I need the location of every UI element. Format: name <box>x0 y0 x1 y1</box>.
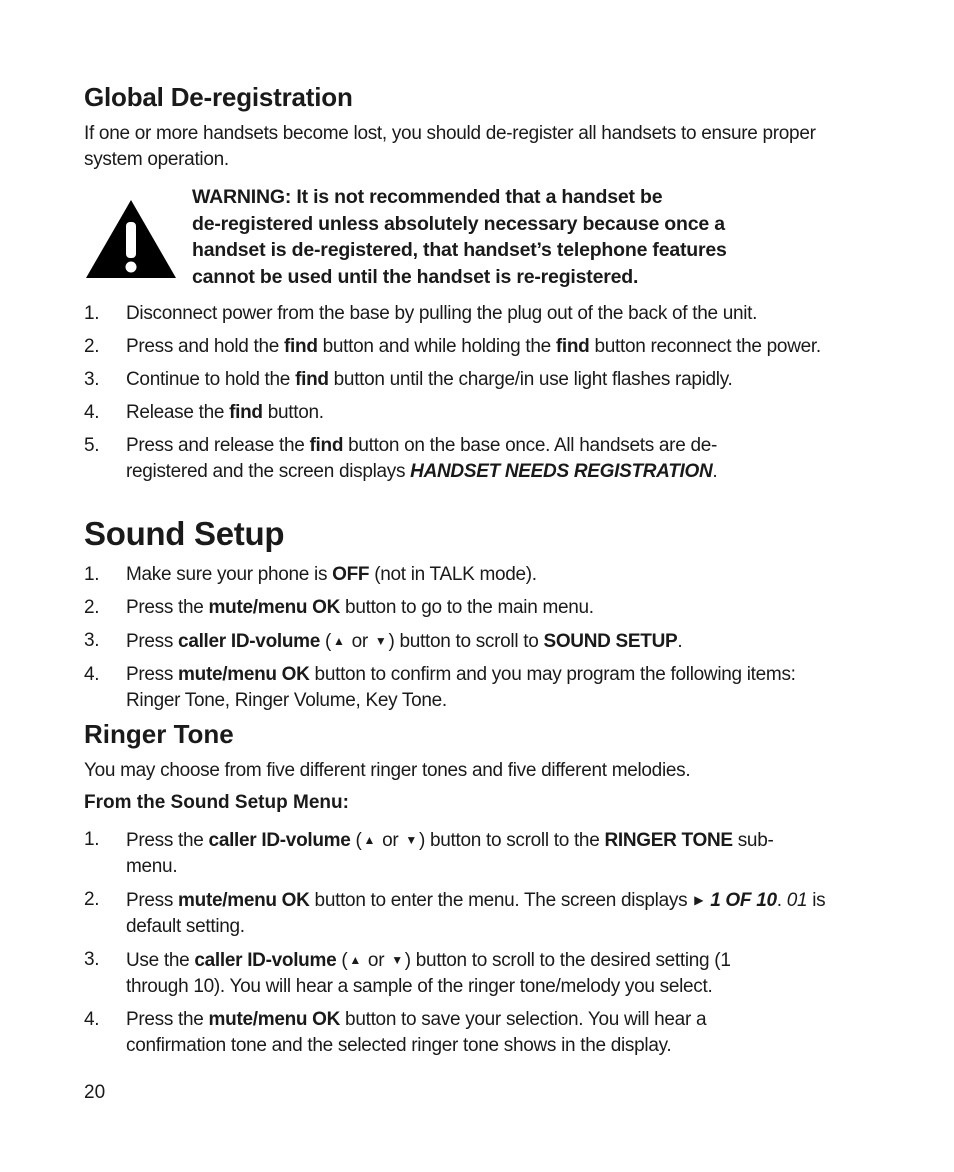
step-text: Press mute/menu OK button to enter the menu. The screen displays ▶ 1 OF 10. 01 is default setting. <box>126 890 826 937</box>
step-text: Disconnect power from the base by pulling the plug out of the back of the unit. <box>126 303 758 324</box>
list-item <box>84 887 834 940</box>
right-arrow-icon: ▶ <box>694 893 704 907</box>
warning-line: WARNING: It is not recommended that a handset be <box>192 186 663 208</box>
down-arrow-icon: ▼ <box>374 634 387 648</box>
step-number: 4. <box>84 664 100 685</box>
global-intro: If one or more handsets become lost, you should de-register all handsets to ensure proper system operation. <box>84 123 816 170</box>
step-text: Make sure your phone is OFF (not in TALK mode). <box>126 564 537 585</box>
step-text: Press the mute/menu OK button to go to the main menu. <box>126 597 594 618</box>
step-text: Use the caller ID-volume ( ▲ or ▼ ) button to scroll to the desired setting (1 through 10). You will hear a sample of the ringer tone/melody you select. <box>126 950 731 997</box>
list-item <box>84 827 834 880</box>
list-item <box>84 301 834 327</box>
step-number: 3. <box>84 369 100 390</box>
list-item <box>84 947 834 1000</box>
sound-setup-heading: Sound Setup <box>84 515 285 552</box>
step-text: Continue to hold the find button until the charge/in use light flashes rapidly. <box>126 369 733 390</box>
down-arrow-icon: ▼ <box>391 953 403 967</box>
list-item <box>84 662 834 714</box>
sound-steps <box>84 562 834 721</box>
step-number: 3. <box>84 630 100 651</box>
global-deregistration-heading: Global De-registration <box>84 82 353 112</box>
step-number: 5. <box>84 435 100 456</box>
step-number: 2. <box>84 889 100 910</box>
ringer-intro: You may choose from five different ringer tones and five different melodies. <box>84 760 691 781</box>
global-steps <box>84 301 834 492</box>
step-text: Release the find button. <box>126 402 324 423</box>
step-text: Press mute/menu OK button to confirm and you may program the following items: Ringer Tone, Ringer Volume, Key Tone. <box>126 664 796 711</box>
step-text: Press and hold the find button and while holding the find button reconnect the power. <box>126 336 821 357</box>
up-arrow-icon: ▲ <box>363 833 376 847</box>
warning-line: de-registered unless absolutely necessary because once a <box>192 212 725 235</box>
step-text: Press and release the find button on the base once. All handsets are de-registered and the screen displays HANDSET NEEDS REGISTRATION. <box>126 435 718 482</box>
ringer-steps <box>84 827 834 1066</box>
up-arrow-icon: ▲ <box>333 634 345 648</box>
step-number: 1. <box>84 564 100 585</box>
step-text: Press the mute/menu OK button to save your selection. You will hear a confirmation tone and the selected ringer tone shows in the display. <box>126 1009 707 1056</box>
page-number: 20 <box>84 1082 106 1103</box>
step-number: 2. <box>84 597 100 618</box>
list-item <box>84 562 834 588</box>
list-item <box>84 628 834 655</box>
step-number: 1. <box>84 829 100 850</box>
sound-setup-menu-label: From the Sound Setup Menu: <box>84 792 349 813</box>
list-item <box>84 400 834 426</box>
warning-text <box>192 184 832 290</box>
list-item <box>84 595 834 621</box>
step-number: 4. <box>84 402 100 423</box>
list-item <box>84 334 834 360</box>
ringer-tone-heading: Ringer Tone <box>84 719 234 749</box>
step-number: 2. <box>84 336 100 357</box>
list-item <box>84 433 834 485</box>
warning-line: handset is de-registered, that handset’s telephone features <box>192 239 727 261</box>
warning-box <box>84 184 832 290</box>
up-arrow-icon: ▲ <box>349 953 361 967</box>
down-arrow-icon: ▼ <box>405 833 417 847</box>
step-number: 3. <box>84 949 100 970</box>
list-item <box>84 1007 834 1059</box>
step-text: Press caller ID-volume ( ▲ or ▼ ) button to scroll to SOUND SETUP. <box>126 631 683 652</box>
step-text: Press the caller ID-volume ( ▲ or ▼ ) button to scroll to the RINGER TONE sub-menu. <box>126 830 774 877</box>
warning-triangle-icon <box>84 198 180 285</box>
warning-line: cannot be used until the handset is re-registered. <box>192 265 639 288</box>
list-item <box>84 367 834 393</box>
step-number: 1. <box>84 303 100 324</box>
step-number: 4. <box>84 1009 100 1030</box>
